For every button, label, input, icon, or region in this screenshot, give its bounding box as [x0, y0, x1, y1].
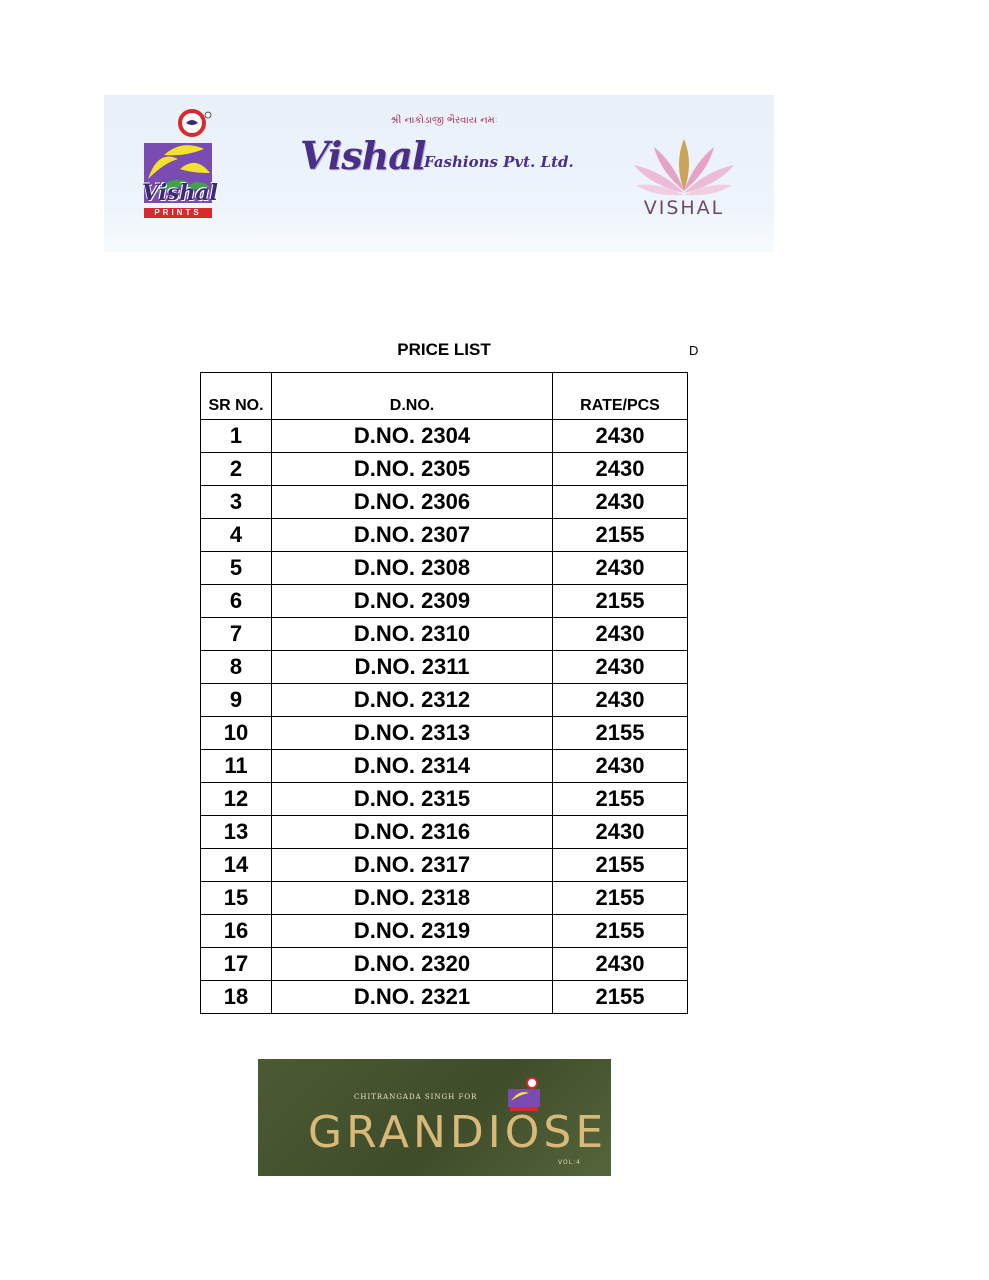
sr-cell: 4: [201, 519, 272, 552]
dno-cell: D.NO. 2317: [272, 849, 553, 882]
rate-cell: 2430: [553, 552, 688, 585]
rate-cell: 2430: [553, 486, 688, 519]
column-header-sr: SR NO.: [201, 373, 272, 420]
table-row: [201, 519, 688, 552]
banner-subtitle: CHITRANGADA SINGH FOR: [354, 1093, 478, 1101]
left-logo-wordmark: Vishal: [141, 180, 219, 206]
rate-cell: 2155: [553, 519, 688, 552]
religious-tagline: શ્રી નાકોડાજી ભૈરવાય નમઃ: [390, 115, 498, 126]
table-row: [201, 552, 688, 585]
dno-cell: D.NO. 2313: [272, 717, 553, 750]
dno-cell: D.NO. 2314: [272, 750, 553, 783]
sr-cell: 18: [201, 981, 272, 1014]
rate-cell: 2430: [553, 618, 688, 651]
corner-mark: D: [689, 343, 699, 358]
dno-cell: D.NO. 2316: [272, 816, 553, 849]
table-row: [201, 915, 688, 948]
rate-cell: 2430: [553, 651, 688, 684]
dno-cell: D.NO. 2318: [272, 882, 553, 915]
dno-cell: D.NO. 2319: [272, 915, 553, 948]
column-header-dno: D.NO.: [272, 373, 553, 420]
rate-cell: 2430: [553, 948, 688, 981]
sr-cell: 13: [201, 816, 272, 849]
dno-cell: D.NO. 2304: [272, 420, 553, 453]
table-row: [201, 882, 688, 915]
grandiose-banner: [258, 1059, 611, 1176]
sr-cell: 8: [201, 651, 272, 684]
dno-cell: D.NO. 2320: [272, 948, 553, 981]
table-row: [201, 486, 688, 519]
table-row: [201, 750, 688, 783]
column-header-rate: RATE/PCS: [553, 373, 688, 420]
rate-cell: 2155: [553, 915, 688, 948]
sr-cell: 6: [201, 585, 272, 618]
right-logo-wordmark: VISHAL: [643, 197, 725, 219]
rate-cell: 2430: [553, 453, 688, 486]
table-row: [201, 618, 688, 651]
rate-cell: 2155: [553, 882, 688, 915]
rate-cell: 2430: [553, 420, 688, 453]
table-row: [201, 651, 688, 684]
table-row: [201, 453, 688, 486]
rate-cell: 2430: [553, 750, 688, 783]
rate-cell: 2430: [553, 684, 688, 717]
brand-name-suffix: Fashions Pvt. Ltd.: [424, 153, 574, 171]
sr-cell: 17: [201, 948, 272, 981]
header-banner: [104, 95, 774, 252]
dno-cell: D.NO. 2305: [272, 453, 553, 486]
brand-name-script: Vishal: [300, 133, 426, 178]
table-row: [201, 816, 688, 849]
rate-cell: 2155: [553, 849, 688, 882]
sr-cell: 5: [201, 552, 272, 585]
rate-cell: 2155: [553, 585, 688, 618]
rate-cell: 2430: [553, 816, 688, 849]
dno-cell: D.NO. 2310: [272, 618, 553, 651]
dno-cell: D.NO. 2321: [272, 981, 553, 1014]
dno-cell: D.NO. 2315: [272, 783, 553, 816]
table-row: [201, 849, 688, 882]
rate-cell: 2155: [553, 717, 688, 750]
sr-cell: 14: [201, 849, 272, 882]
price-list-title: PRICE LIST: [397, 340, 491, 359]
rate-cell: 2155: [553, 981, 688, 1014]
table-row: [201, 948, 688, 981]
sr-cell: 2: [201, 453, 272, 486]
dno-cell: D.NO. 2309: [272, 585, 553, 618]
rate-cell: 2155: [553, 783, 688, 816]
price-table: [200, 372, 688, 1014]
banner-title: GRANDIOSE: [308, 1107, 608, 1158]
sr-cell: 10: [201, 717, 272, 750]
table-row: [201, 783, 688, 816]
sr-cell: 9: [201, 684, 272, 717]
table-row: [201, 420, 688, 453]
dno-cell: D.NO. 2312: [272, 684, 553, 717]
sr-cell: 16: [201, 915, 272, 948]
table-row: [201, 981, 688, 1014]
sr-cell: 12: [201, 783, 272, 816]
dno-cell: D.NO. 2306: [272, 486, 553, 519]
sr-cell: 15: [201, 882, 272, 915]
sr-cell: 7: [201, 618, 272, 651]
dno-cell: D.NO. 2308: [272, 552, 553, 585]
left-logo-subtitle: PRINTS: [144, 208, 212, 218]
banner-volume: VOL:4: [558, 1159, 581, 1166]
dno-cell: D.NO. 2311: [272, 651, 553, 684]
table-row: [201, 585, 688, 618]
table-row: [201, 717, 688, 750]
table-header-row: [201, 373, 688, 420]
sr-cell: 11: [201, 750, 272, 783]
sr-cell: 1: [201, 420, 272, 453]
table-row: [201, 684, 688, 717]
sr-cell: 3: [201, 486, 272, 519]
dno-cell: D.NO. 2307: [272, 519, 553, 552]
